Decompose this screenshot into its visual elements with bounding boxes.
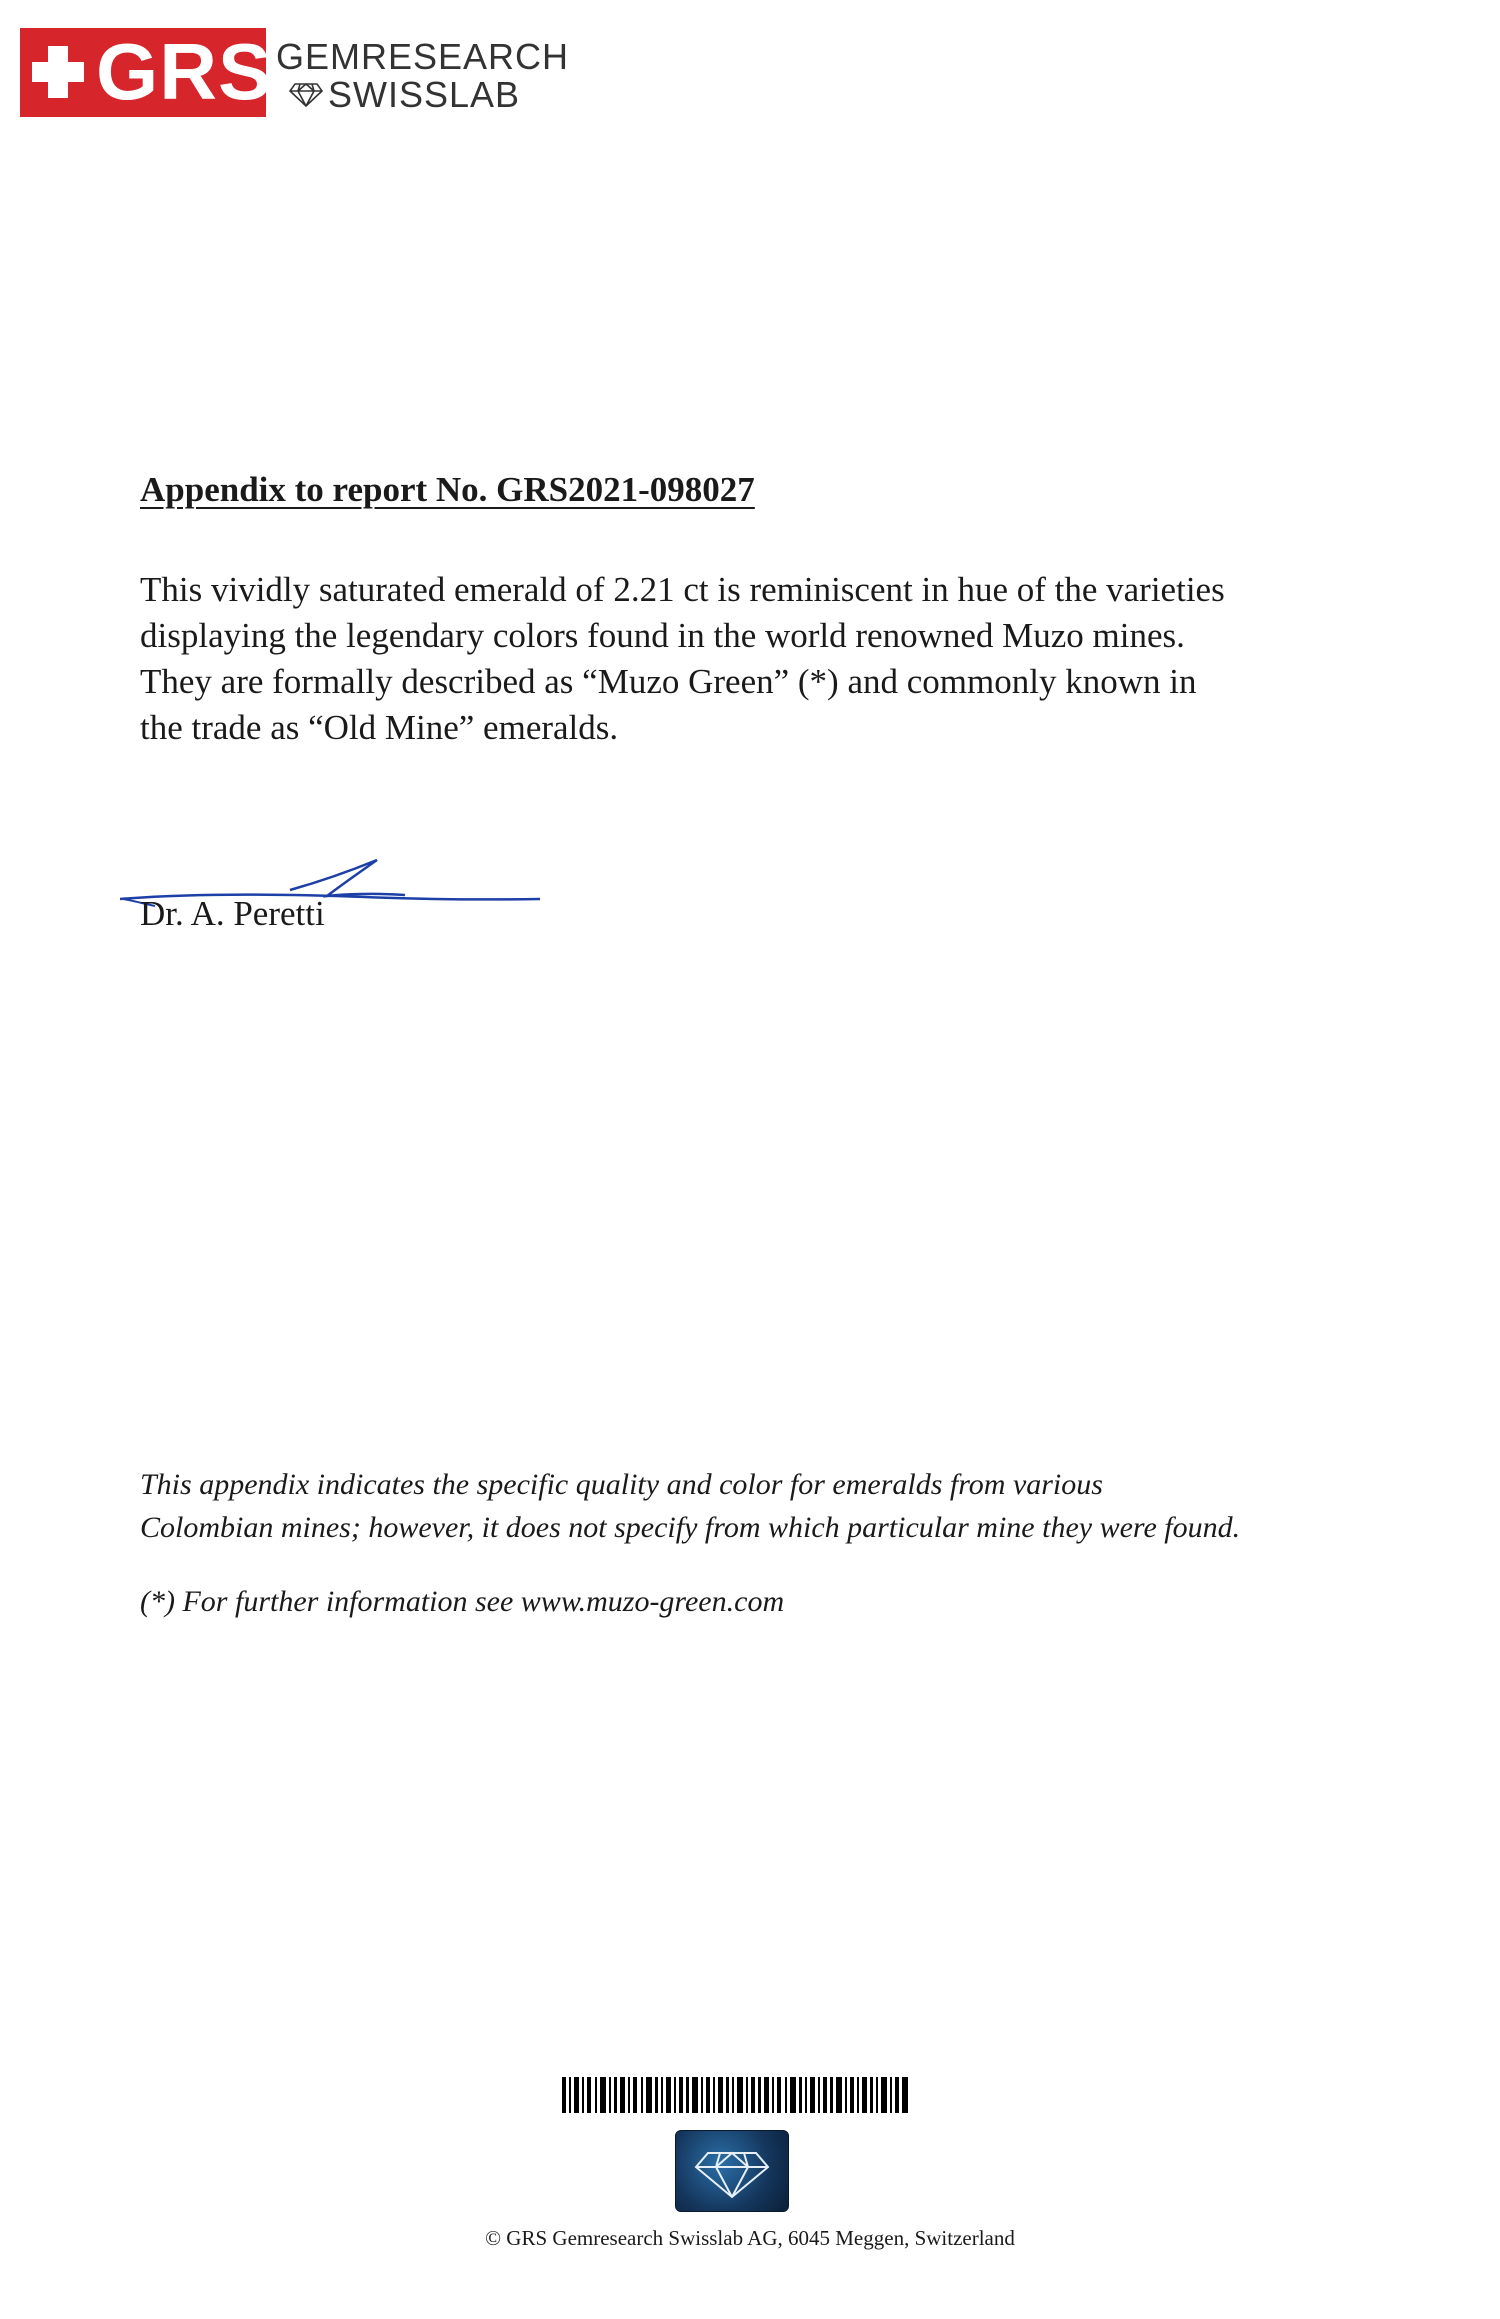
appendix-line: displaying the legendary colors found in the world renowned Muzo mines. bbox=[140, 616, 1185, 655]
appendix-line: They are formally described as “Muzo Green” (*) and commonly known in bbox=[140, 662, 1197, 701]
logo-mark: GRS bbox=[96, 27, 273, 116]
logo-line-1: GEMRESEARCH bbox=[276, 36, 570, 77]
note-line: This appendix indicates the specific quality and color for emeralds from various bbox=[140, 1468, 1103, 1501]
appendix-heading: Appendix to report No. GRS2021-098027 bbox=[140, 470, 755, 509]
diamond-seal-icon bbox=[675, 2130, 789, 2212]
signer-name: Dr. A. Peretti bbox=[140, 894, 325, 933]
footer-copyright: © GRS Gemresearch Swisslab AG, 6045 Meggen, Switzerland bbox=[485, 2226, 1015, 2250]
logo-line-2: SWISSLAB bbox=[328, 74, 521, 115]
diamond-icon bbox=[288, 82, 324, 108]
appendix-line: the trade as “Old Mine” emeralds. bbox=[140, 708, 619, 747]
appendix-line: This vividly saturated emerald of 2.21 ct is reminiscent in hue of the varieties bbox=[140, 570, 1225, 609]
swiss-cross-icon bbox=[32, 46, 84, 98]
logo-wordmark bbox=[276, 38, 569, 114]
footnote: (*) For further information see www.muzo-green.com bbox=[140, 1585, 785, 1618]
logo-red-box bbox=[20, 27, 273, 117]
appendix-body bbox=[140, 567, 1420, 751]
barcode-icon bbox=[562, 2077, 908, 2113]
note-line: Colombian mines; however, it does not specify from which particular mine they were found. bbox=[140, 1511, 1241, 1544]
disclaimer-note bbox=[140, 1463, 1440, 1549]
grs-logo bbox=[20, 28, 569, 117]
